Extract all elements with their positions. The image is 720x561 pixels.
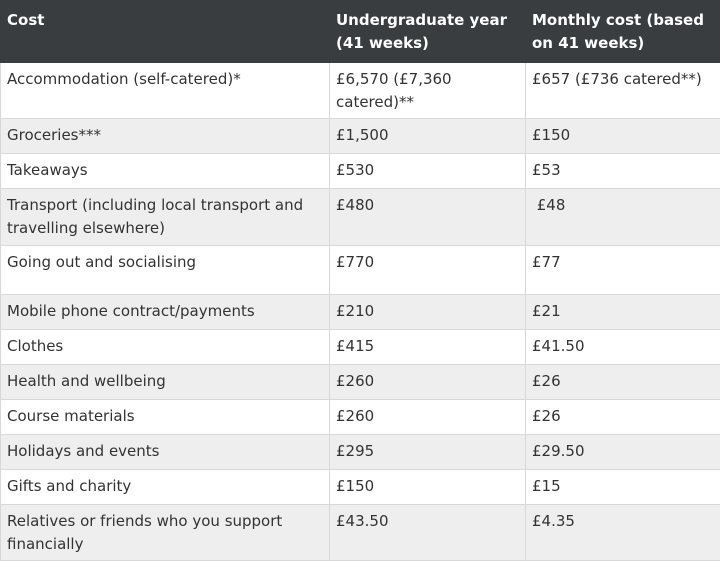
yearly-cost-cell: £260	[330, 400, 526, 435]
monthly-cost-cell: £29.50	[526, 435, 720, 470]
monthly-cost-cell: £26	[526, 400, 720, 435]
monthly-cost-cell: £4.35	[526, 505, 720, 561]
table-row	[1, 505, 720, 561]
yearly-cost-cell: £415	[330, 330, 526, 365]
cost-item-cell: Transport (including local transport and travelling elsewhere)	[1, 189, 330, 246]
cost-item-cell: Relatives or friends who you support financially	[1, 505, 330, 561]
yearly-cost-cell: £770	[330, 246, 526, 295]
table-row	[1, 400, 720, 435]
monthly-cost-cell: £21	[526, 295, 720, 330]
cost-item-cell: Gifts and charity	[1, 470, 330, 505]
header-undergraduate-year: Undergraduate year (41 weeks)	[330, 1, 526, 63]
monthly-cost-cell: £657 (£736 catered**)	[526, 63, 720, 119]
monthly-cost-cell: £53	[526, 154, 720, 189]
yearly-cost-cell: £6,570 (£7,360 catered)**	[330, 63, 526, 119]
yearly-cost-cell: £1,500	[330, 119, 526, 154]
yearly-cost-cell: £210	[330, 295, 526, 330]
table-row	[1, 435, 720, 470]
table-row	[1, 119, 720, 154]
table-row	[1, 246, 720, 295]
monthly-cost-cell: £15	[526, 470, 720, 505]
cost-item-cell: Clothes	[1, 330, 330, 365]
header-cost: Cost	[1, 1, 330, 63]
table-row	[1, 189, 720, 246]
yearly-cost-cell: £150	[330, 470, 526, 505]
table-row	[1, 63, 720, 119]
cost-item-cell: Holidays and events	[1, 435, 330, 470]
yearly-cost-cell: £295	[330, 435, 526, 470]
cost-item-cell: Groceries***	[1, 119, 330, 154]
table-row	[1, 365, 720, 400]
yearly-cost-cell: £530	[330, 154, 526, 189]
cost-item-cell: Course materials	[1, 400, 330, 435]
header-monthly-cost: Monthly cost (based on 41 weeks)	[526, 1, 720, 63]
table-row	[1, 330, 720, 365]
table-row	[1, 470, 720, 505]
monthly-cost-cell: £26	[526, 365, 720, 400]
yearly-cost-cell: £260	[330, 365, 526, 400]
cost-item-cell: Going out and socialising	[1, 246, 330, 295]
monthly-cost-cell: £48	[526, 189, 720, 246]
table-row	[1, 295, 720, 330]
yearly-cost-cell: £43.50	[330, 505, 526, 561]
monthly-cost-cell: £41.50	[526, 330, 720, 365]
table-header-row	[1, 1, 720, 63]
table-row	[1, 154, 720, 189]
cost-item-cell: Accommodation (self-catered)*	[1, 63, 330, 119]
yearly-cost-cell: £480	[330, 189, 526, 246]
monthly-cost-cell: £150	[526, 119, 720, 154]
cost-item-cell: Health and wellbeing	[1, 365, 330, 400]
monthly-cost-cell: £77	[526, 246, 720, 295]
cost-item-cell: Mobile phone contract/payments	[1, 295, 330, 330]
cost-item-cell: Takeaways	[1, 154, 330, 189]
